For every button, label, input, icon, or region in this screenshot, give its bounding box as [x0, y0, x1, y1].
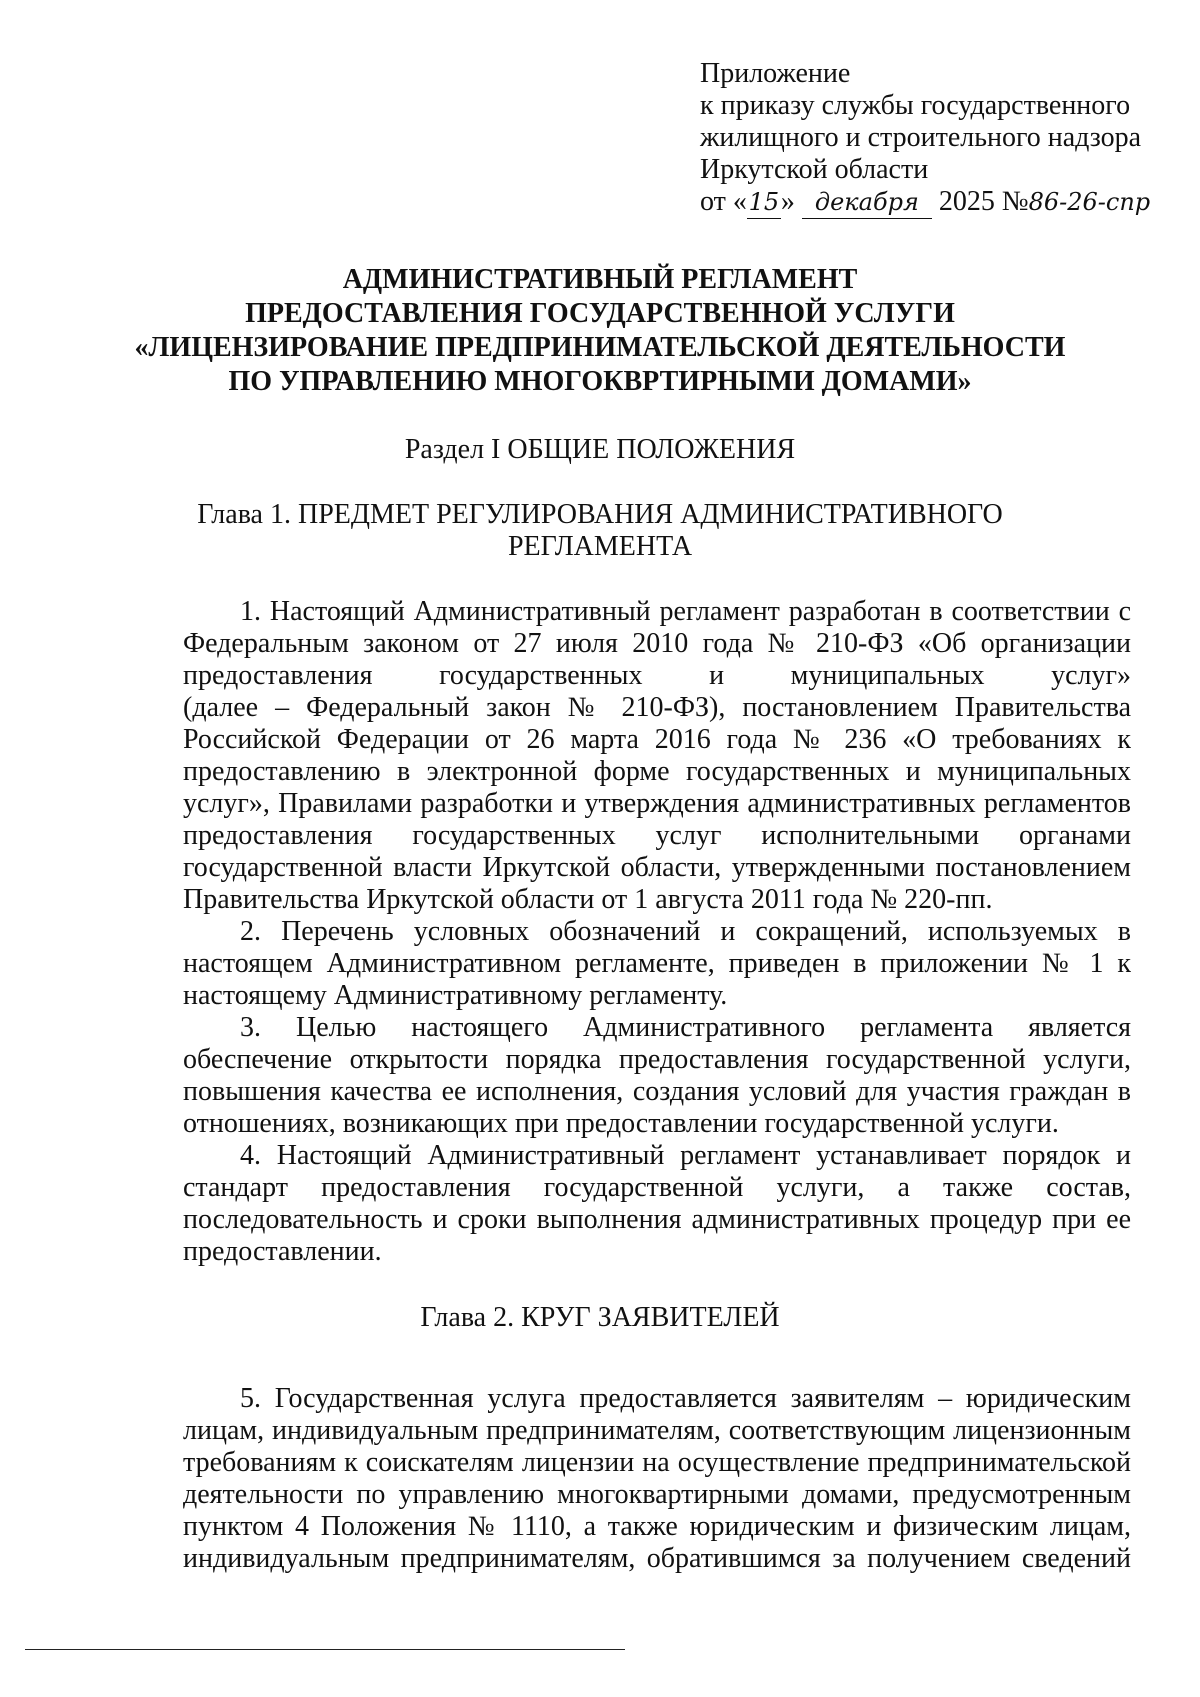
appendix-region-line: Иркутской области: [700, 154, 929, 185]
chapter-1-heading-line-2: РЕГЛАМЕНТА: [507, 531, 693, 562]
paragraph-line: деятельности по управлению многоквартирными домами, предусмотренным: [183, 1479, 1131, 1510]
appendix-date-line: [700, 186, 1151, 219]
order-number-handwritten: 86-26-спр: [1028, 188, 1151, 216]
date-day-handwritten: 15: [747, 186, 781, 219]
paragraph-line: 4. Настоящий Административный регламент устанавливает порядок и: [240, 1140, 1131, 1171]
paragraph-line: последовательность и сроки выполнения административных процедур при ее: [183, 1204, 1131, 1235]
paragraph-line: стандарт предоставления государственной услуги, а также состав,: [183, 1172, 1131, 1203]
date-year: 2025 №: [938, 186, 1029, 217]
paragraph-line: настоящем Административном регламенте, приведен в приложении № 1 к: [183, 948, 1131, 979]
date-prefix: от «: [700, 186, 747, 217]
paragraph-line: индивидуальным предпринимателям, обратившимся за получением сведений: [183, 1543, 1131, 1574]
appendix-label: Приложение: [700, 58, 851, 89]
section-heading: Раздел I ОБЩИЕ ПОЛОЖЕНИЯ: [404, 434, 796, 465]
footer-rule: [25, 1649, 625, 1650]
paragraph-line: 1. Настоящий Административный регламент разработан в соответствии с: [240, 596, 1131, 627]
chapter-2-heading: Глава 2. КРУГ ЗАЯВИТЕЛЕЙ: [420, 1302, 780, 1333]
paragraph-line: услуг», Правилами разработки и утверждения административных регламентов: [183, 788, 1131, 819]
date-month-handwritten: декабря: [802, 186, 932, 219]
paragraph-line: настоящему Административному регламенту.: [183, 980, 728, 1011]
paragraph-line: (далее – Федеральный закон № 210-ФЗ), постановлением Правительства: [183, 692, 1131, 723]
document-title-line-3: «ЛИЦЕНЗИРОВАНИЕ ПРЕДПРИНИМАТЕЛЬСКОЙ ДЕЯТЕЛЬНОСТИ: [134, 332, 1066, 363]
paragraph-line: лицам, индивидуальным предпринимателям, соответствующим лицензионным: [183, 1415, 1131, 1446]
paragraph-line: обеспечение открытости порядка предоставления государственной услуги,: [183, 1044, 1131, 1075]
date-mid: »: [780, 186, 795, 217]
paragraph-line: отношениях, возникающих при предоставлении государственной услуги.: [183, 1108, 1059, 1139]
document-title-line-2: ПРЕДОСТАВЛЕНИЯ ГОСУДАРСТВЕННОЙ УСЛУГИ: [245, 298, 955, 329]
paragraph-line: Российской Федерации от 26 марта 2016 года № 236 «О требованиях к: [183, 724, 1131, 755]
document-title-line-1: АДМИНИСТРАТИВНЫЙ РЕГЛАМЕНТ: [342, 264, 858, 295]
paragraph-line: предоставлении.: [183, 1236, 382, 1267]
paragraph-line: государственной власти Иркутской области, утвержденными постановлением: [183, 852, 1131, 883]
paragraph-line: 3. Целью настоящего Административного регламента является: [240, 1012, 1131, 1043]
chapter-1-heading-line-1: Глава 1. ПРЕДМЕТ РЕГУЛИРОВАНИЯ АДМИНИСТРАТИВНОГО: [197, 499, 1003, 530]
appendix-authority-line: жилищного и строительного надзора: [700, 122, 1142, 153]
paragraph-line: повышения качества ее исполнения, создания условий для участия граждан в: [183, 1076, 1131, 1107]
document-title-line-4: ПО УПРАВЛЕНИЮ МНОГОКВРТИРНЫМИ ДОМАМИ»: [228, 366, 972, 397]
paragraph-line: 5. Государственная услуга предоставляется заявителям – юридическим: [240, 1383, 1131, 1414]
paragraph-line: предоставления государственных и муниципальных услуг»: [183, 660, 1131, 691]
paragraph-line: предоставлению в электронной форме государственных и муниципальных: [183, 756, 1131, 787]
appendix-order-line: к приказу службы государственного: [700, 90, 1131, 121]
paragraph-line: 2. Перечень условных обозначений и сокращений, используемых в: [240, 916, 1131, 947]
paragraph-line: Правительства Иркутской области от 1 августа 2011 года № 220-пп.: [183, 884, 993, 915]
paragraph-line: пунктом 4 Положения № 1110, а также юридическим и физическим лицам,: [183, 1511, 1131, 1542]
paragraph-line: Федеральным законом от 27 июля 2010 года № 210-ФЗ «Об организации: [183, 628, 1131, 659]
paragraph-line: предоставления государственных услуг исполнительными органами: [183, 820, 1131, 851]
paragraph-line: требованиям к соискателям лицензии на осуществление предпринимательской: [183, 1447, 1131, 1478]
